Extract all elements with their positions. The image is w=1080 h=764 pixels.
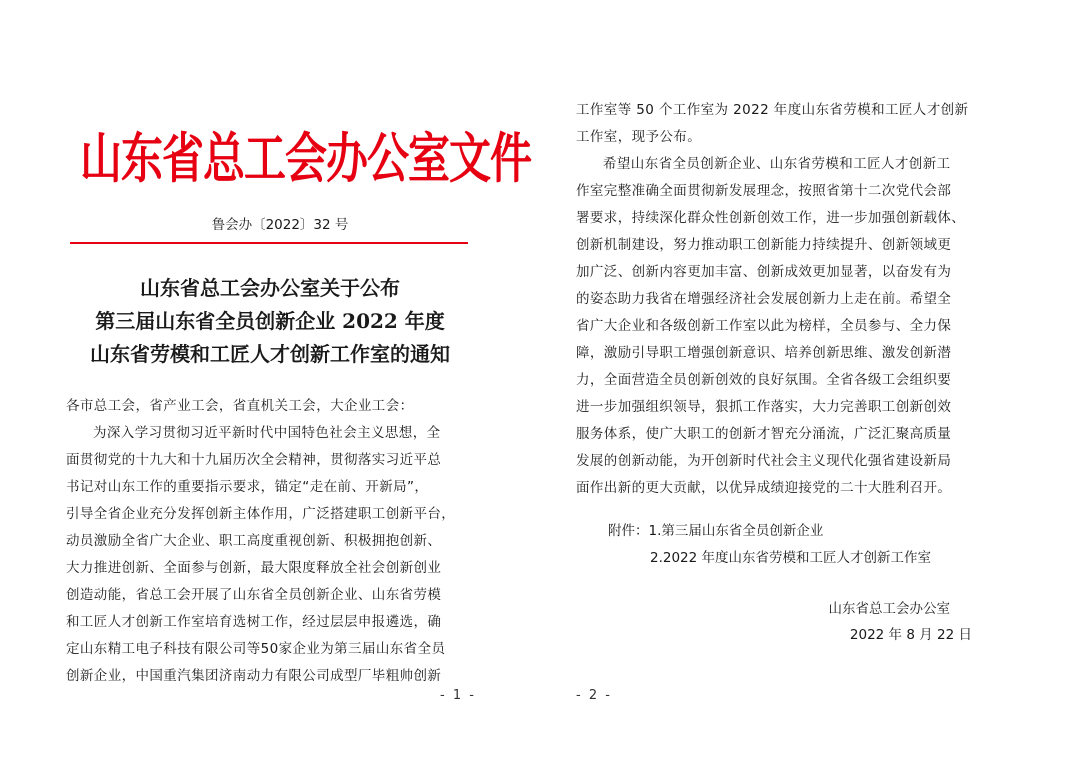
title-line: 山东省劳模和工匠人才创新工作室的通知: [90, 342, 450, 366]
body-line: 作室完整准确全面贯彻新发展理念，按照省第十二次党代会部: [576, 183, 952, 199]
body-line: 服务体系，使广大职工的创新才智充分涌流，广泛汇聚高质量: [576, 426, 952, 442]
red-divider-line: [70, 242, 468, 244]
body-line: 的姿态助力我省在增强经济社会发展创新力上走在前。希望全: [576, 291, 952, 307]
body-line: 署要求，持续深化群众性创新创效工作，进一步加强创新载体、: [576, 210, 966, 226]
body-line: 障，激励引导职工增强创新意识、培养创新思维、激发创新潜: [576, 345, 952, 361]
body-line: 创造动能，省总工会开展了山东省全员创新企业、山东省劳模: [66, 587, 442, 603]
page-number: - 1 -: [440, 688, 476, 703]
body-line: 动员激励全省广大企业、职工高度重视创新、积极拥抱创新、: [66, 533, 442, 549]
body-line: 工作室等 50 个工作室为 2022 年度山东省劳模和工匠人才创新: [576, 102, 969, 118]
signature-date: 2022 年 8 月 22 日: [849, 627, 972, 643]
title-line: 山东省总工会办公室关于公布: [140, 276, 400, 300]
body-text: [576, 97, 996, 502]
body-line: 引导全省企业充分发挥创新主体作用，广泛搭建职工创新平台，: [66, 506, 456, 522]
title-line: 第三届山东省全员创新企业 2022 年度: [95, 309, 445, 333]
salutation: 各市总工会，省产业工会，省直机关工会，大企业工会：: [66, 398, 414, 414]
attachments: [608, 518, 931, 572]
body-line: 希望山东省全员创新企业、山东省劳模和工匠人才创新工: [603, 156, 951, 172]
body-line: 定山东精工电子科技有限公司等50家企业为第三届山东省全员: [66, 641, 446, 657]
page-2: [540, 0, 1080, 764]
body-line: 创新企业，中国重汽集团济南动力有限公司成型厂毕粗帅创新: [66, 668, 442, 684]
body-line: 大力推进创新、全面参与创新，最大限度释放全社会创新创业: [66, 560, 442, 576]
attachment-item: 2.2022 年度山东省劳模和工匠人才创新工作室: [650, 550, 932, 566]
body-line: 进一步加强组织领导，狠抓工作落实，大力完善职工创新创效: [576, 399, 952, 415]
document-masthead: 山东省总工会办公室文件: [80, 126, 532, 190]
body-line: 为深入学习贯彻习近平新时代中国特色社会主义思想，全: [93, 425, 441, 441]
body-line: 力，全面营造全员创新创效的良好氛围。全省各级工会组织要: [576, 372, 952, 388]
body-line: 面作出新的更大贡献，以优异成绩迎接党的二十大胜利召开。: [576, 480, 952, 496]
attachment-item: 附件：1.第三届山东省全员创新企业: [608, 523, 824, 539]
body-line: 加广泛、创新内容更加丰富、创新成效更加显著，以奋发有为: [576, 264, 952, 280]
body-line: 发展的创新动能，为开创新时代社会主义现代化强省建设新局: [576, 453, 952, 469]
page-number: - 2 -: [576, 688, 612, 703]
body-line: 工作室，现予公布。: [576, 129, 702, 145]
body-line: 省广大企业和各级创新工作室以此为榜样，全员参与、全力保: [576, 318, 952, 334]
body-line: 面贯彻党的十九大和十九届历次全会精神，贯彻落实习近平总: [66, 452, 442, 468]
body-line: 书记对山东工作的重要指示要求，锚定“走在前、开新局”，: [66, 479, 429, 495]
body-line: 创新机制建设，努力推动职工创新能力持续提升、创新领域更: [576, 237, 952, 253]
document-title: [60, 272, 480, 371]
body-text: [66, 393, 476, 690]
document-number: 鲁会办〔2022〕32 号: [211, 217, 349, 233]
signature-org: 山东省总工会办公室: [828, 601, 950, 617]
body-line: 和工匠人才创新工作室培育选树工作，经过层层申报遴选，确: [66, 614, 442, 630]
signature-block: [802, 596, 972, 648]
